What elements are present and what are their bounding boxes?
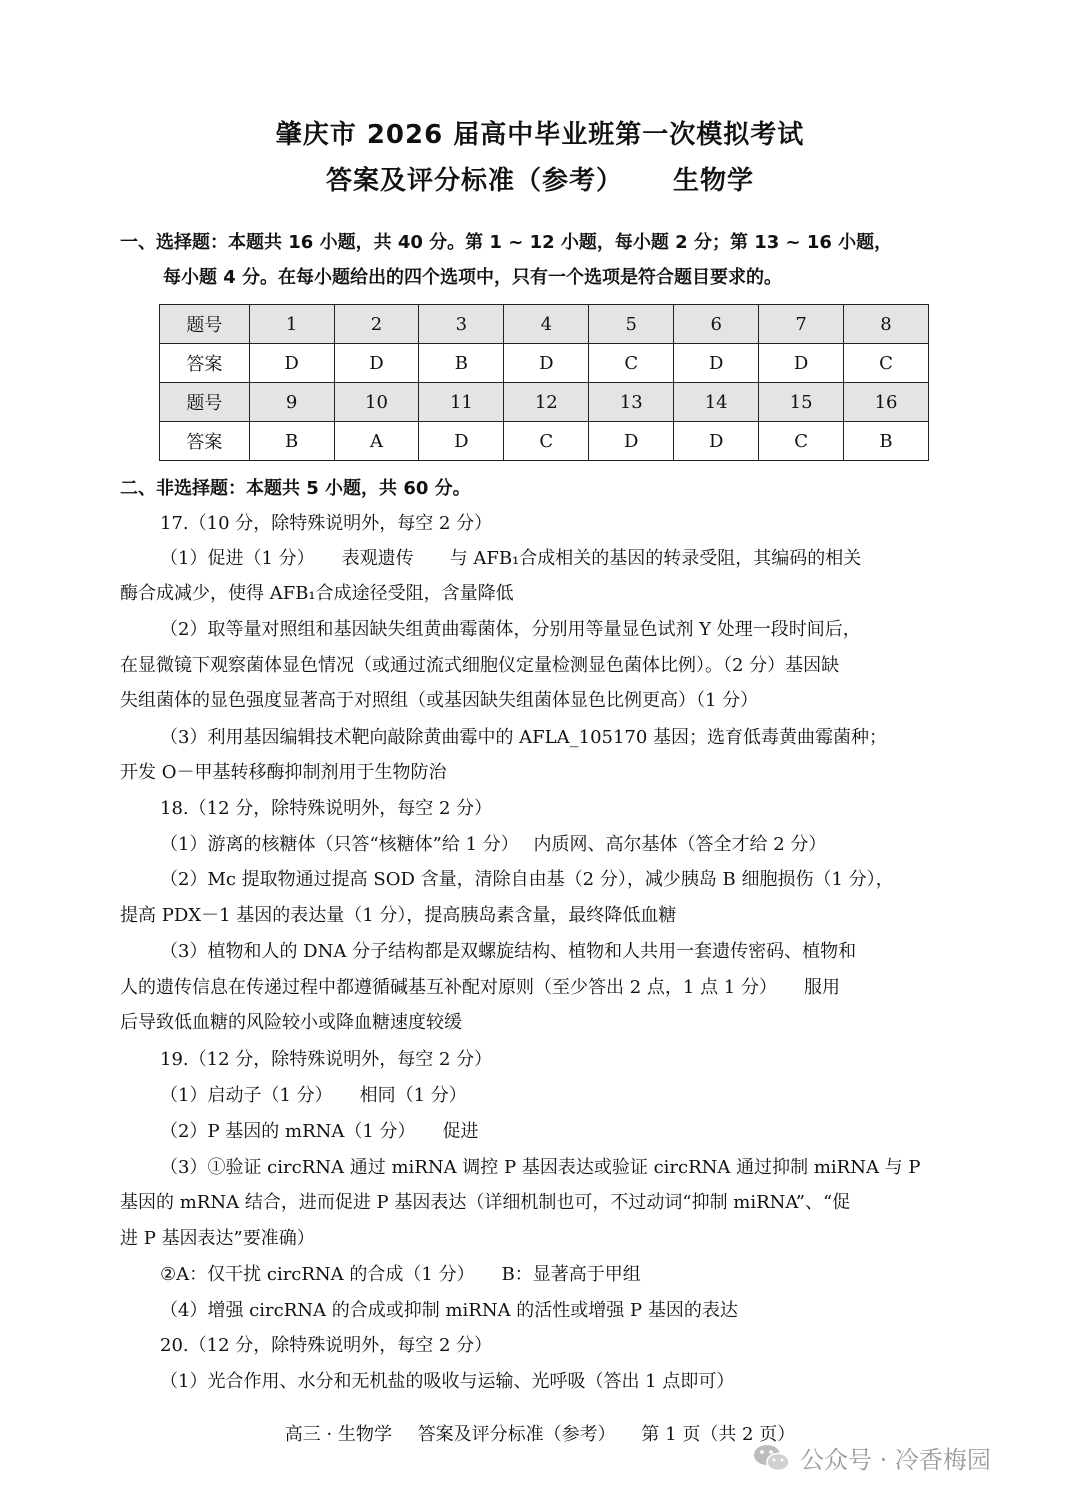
table-cell: C [759,422,844,461]
table-cell: D [589,422,674,461]
footer-page: 第 1 页（共 2 页） [641,1424,796,1445]
answer-line: （2）Mc 提取物通过提高 SOD 含量，清除自由基（2 分），减少胰岛 B 细胞损伤（1 分）， [160,869,894,890]
table-cell: 6 [674,305,759,344]
table-cell: 7 [759,305,844,344]
exam-title: 肇庆市 2026 届高中毕业班第一次模拟考试 [275,120,805,150]
answer-line: （1）光合作用、水分和无机盐的吸收与运输、光呼吸（答出 1 点即可） [160,1371,735,1392]
answer-line: 后导致低血糖的风险较小或降血糖速度较缓 [120,1012,462,1033]
table-cell: B [249,422,334,461]
answer-line: 基因的 mRNA 结合，进而促进 P 基因表达（详细机制也可，不过动词“抑制 miRNA”、“促 [120,1192,851,1213]
table-row-numbers [160,383,929,422]
row-header-answer: 答案 [160,422,250,461]
table-cell: C [844,344,929,383]
footer-course: 高三 · 生物学 [284,1424,392,1445]
answer-line: （1）游离的核糖体（只答“核糖体”给 1 分） 内质网、高尔基体（答全才给 2 分） [160,834,827,855]
table-cell: D [674,344,759,383]
table-cell: 12 [504,383,589,422]
table-row-numbers [160,305,929,344]
table-cell: D [504,344,589,383]
subject-name: 生物学 [673,166,755,196]
answer-line: 进 P 基因表达”要准确） [120,1228,315,1249]
table-cell: 3 [419,305,504,344]
table-row-answers [160,344,929,383]
answer-line: ②A：仅干扰 circRNA 的合成（1 分） B：显著高于甲组 [160,1264,641,1285]
table-cell: C [504,422,589,461]
answer-line: 20.（12 分，除特殊说明外，每空 2 分） [160,1335,493,1356]
table-cell: 5 [589,305,674,344]
table-cell: 8 [844,305,929,344]
table-cell: 10 [334,383,419,422]
table-cell: 4 [504,305,589,344]
answer-line: （3）植物和人的 DNA 分子结构都是双螺旋结构、植物和人共用一套遗传密码、植物和 [160,941,857,962]
row-header-number: 题号 [160,305,250,344]
table-cell: D [419,422,504,461]
answer-line: （4）增强 circRNA 的合成或抑制 miRNA 的活性或增强 P 基因的表达 [160,1300,738,1321]
watermark [752,1440,991,1475]
section2-heading: 二、非选择题：本题共 5 小题，共 60 分。 [120,478,471,499]
exam-subtitle [0,160,1080,197]
table-cell: D [249,344,334,383]
answer-line: （2）P 基因的 mRNA（1 分） 促进 [160,1121,479,1142]
table-cell: A [334,422,419,461]
section1-heading-line1: 一、选择题：本题共 16 小题，共 40 分。第 1 ~ 12 小题，每小题 2 分；第 13 ~ 16 小题， [120,232,893,253]
table-cell: 15 [759,383,844,422]
footer-doc: 答案及评分标准（参考） [417,1424,616,1445]
table-cell: C [589,344,674,383]
table-cell: 13 [589,383,674,422]
answer-line: （2）取等量对照组和基因缺失组黄曲霉菌体，分别用等量显色试剂 Y 处理一段时间后， [160,619,861,640]
watermark-text: 公众号 · 冷香梅园 [800,1446,991,1474]
answer-line: （3）利用基因编辑技术靶向敲除黄曲霉中的 AFLA_105170 基因；选育低毒黄曲霉菌种； [160,727,888,748]
answer-line: 在显微镜下观察菌体显色情况（或通过流式细胞仪定量检测显色菌体比例）。（2 分）基因缺 [120,655,840,676]
section1-heading-line2: 每小题 4 分。在每小题给出的四个选项中，只有一个选项是符合题目要求的。 [163,267,783,288]
row-header-answer: 答案 [160,344,250,383]
answer-line: 酶合成减少，使得 AFB₁合成途径受阻，含量降低 [120,583,514,604]
answer-line: 17.（10 分，除特殊说明外，每空 2 分） [160,513,493,534]
table-cell: B [844,422,929,461]
table-cell: 2 [334,305,419,344]
answer-line: （1）促进（1 分） 表观遗传 与 AFB₁合成相关的基因的转录受阻，其编码的相关 [160,548,862,569]
table-cell: D [334,344,419,383]
answer-line: 提高 PDX－1 基因的表达量（1 分），提高胰岛素含量，最终降低血糖 [120,905,677,926]
subtitle-text: 答案及评分标准（参考） [325,166,623,196]
table-cell: 14 [674,383,759,422]
table-cell: 16 [844,383,929,422]
answer-line: 失组菌体的显色强度显著高于对照组（或基因缺失组菌体显色比例更高）（1 分） [120,690,759,711]
answer-line: 18.（12 分，除特殊说明外，每空 2 分） [160,798,493,819]
wechat-icon [752,1443,792,1473]
table-cell: 11 [419,383,504,422]
row-header-number: 题号 [160,383,250,422]
table-cell: 1 [249,305,334,344]
table-cell: D [674,422,759,461]
table-cell: 9 [249,383,334,422]
table-row-answers [160,422,929,461]
answer-line: 人的遗传信息在传递过程中都遵循碱基互补配对原则（至少答出 2 点，1 点 1 分） 服用 [120,977,840,998]
answer-table [159,304,929,461]
answer-line: 开发 O－甲基转移酶抑制剂用于生物防治 [120,762,447,783]
answer-line: 19.（12 分，除特殊说明外，每空 2 分） [160,1049,493,1070]
table-cell: D [759,344,844,383]
answer-line: （1）启动子（1 分） 相同（1 分） [160,1085,467,1106]
answer-line: （3）①验证 circRNA 通过 miRNA 调控 P 基因表达或验证 circRNA 通过抑制 miRNA 与 P [160,1157,921,1178]
table-cell: B [419,344,504,383]
